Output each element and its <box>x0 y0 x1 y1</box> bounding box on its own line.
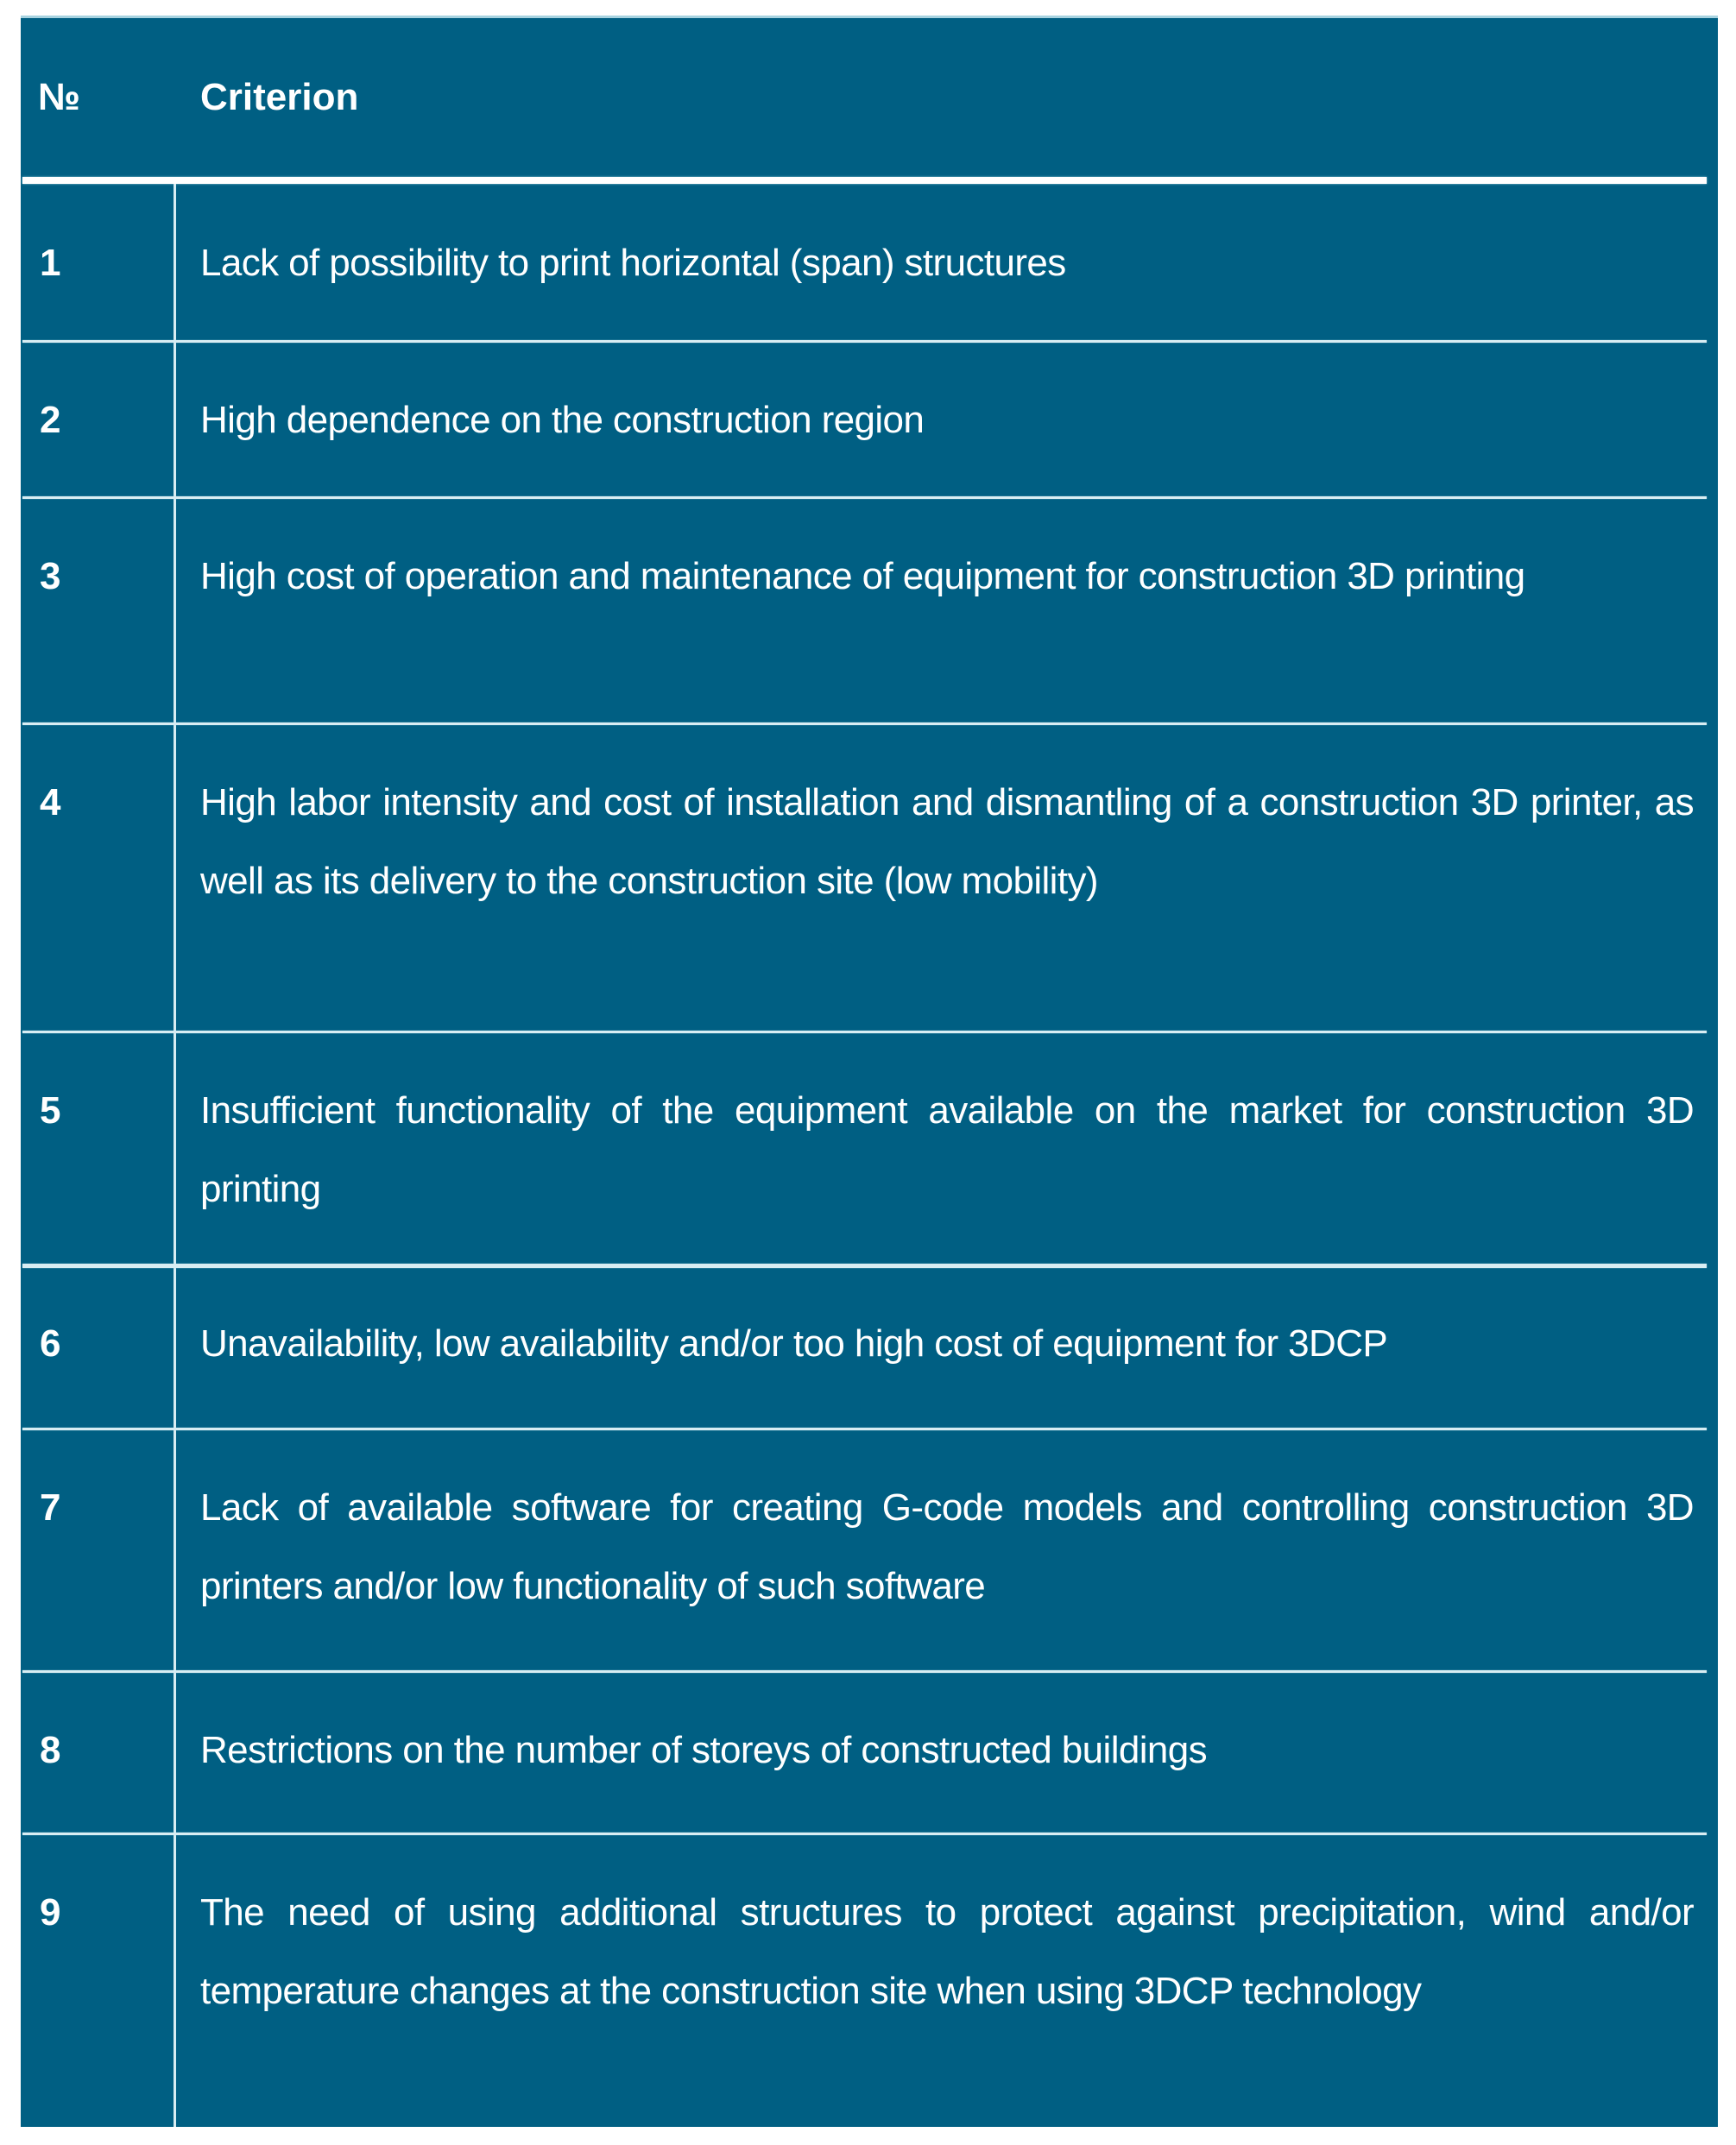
row-criterion: High cost of operation and maintenance of equipment for construction 3D printing <box>200 555 1525 597</box>
row-number: 7 <box>40 1486 61 1529</box>
table-row <box>21 342 1718 498</box>
table-row <box>21 1672 1718 1834</box>
row-number: 6 <box>40 1322 61 1365</box>
row-criterion: Unavailability, low availability and/or too high cost of equipment for 3DCP <box>200 1322 1388 1365</box>
row-number: 8 <box>40 1729 61 1771</box>
row-number: 9 <box>40 1891 61 1934</box>
table-row <box>21 1429 1718 1672</box>
row-divider <box>22 340 1707 343</box>
table-row <box>21 184 1718 342</box>
row-criterion: High dependence on the construction region <box>200 399 925 441</box>
row-divider <box>22 496 1707 499</box>
row-criterion: Lack of possibility to print horizontal (span) structures <box>200 242 1066 284</box>
row-number: 1 <box>40 242 61 284</box>
criteria-table <box>21 16 1718 2127</box>
table-row <box>21 1265 1718 1429</box>
row-criterion: The need of using additional structures to protect against precipitation, wind and/or temperature changes at the construction site when using 3DCP technology <box>200 1891 1694 2012</box>
row-divider <box>22 1670 1707 1673</box>
header-divider <box>22 177 1707 184</box>
row-criterion: Restrictions on the number of storeys of constructed buildings <box>200 1729 1208 1771</box>
row-criterion: Lack of available software for creating G-code models and controlling construction 3D printers and/or low functionality of such software <box>200 1486 1694 1607</box>
row-divider <box>22 1428 1707 1430</box>
table-row <box>21 1834 1718 2127</box>
row-number: 4 <box>40 781 61 823</box>
row-divider <box>22 1833 1707 1835</box>
row-criterion: Insufficient functionality of the equipment available on the market for construction 3D printing <box>200 1089 1694 1210</box>
row-divider <box>22 722 1707 725</box>
header-number: № <box>38 76 81 118</box>
row-number: 5 <box>40 1089 61 1132</box>
row-number: 2 <box>40 399 61 441</box>
table-row <box>21 498 1718 724</box>
header-criterion: Criterion <box>200 76 359 118</box>
table-row <box>21 724 1718 1032</box>
row-criterion: High labor intensity and cost of installation and dismantling of a construction 3D printer, as well as its delivery to the construction site (low mobility) <box>200 781 1694 902</box>
table-row <box>21 1032 1718 1265</box>
row-number: 3 <box>40 555 61 597</box>
table-header <box>21 18 1718 177</box>
row-divider <box>22 1264 1707 1268</box>
row-divider <box>22 1031 1707 1033</box>
